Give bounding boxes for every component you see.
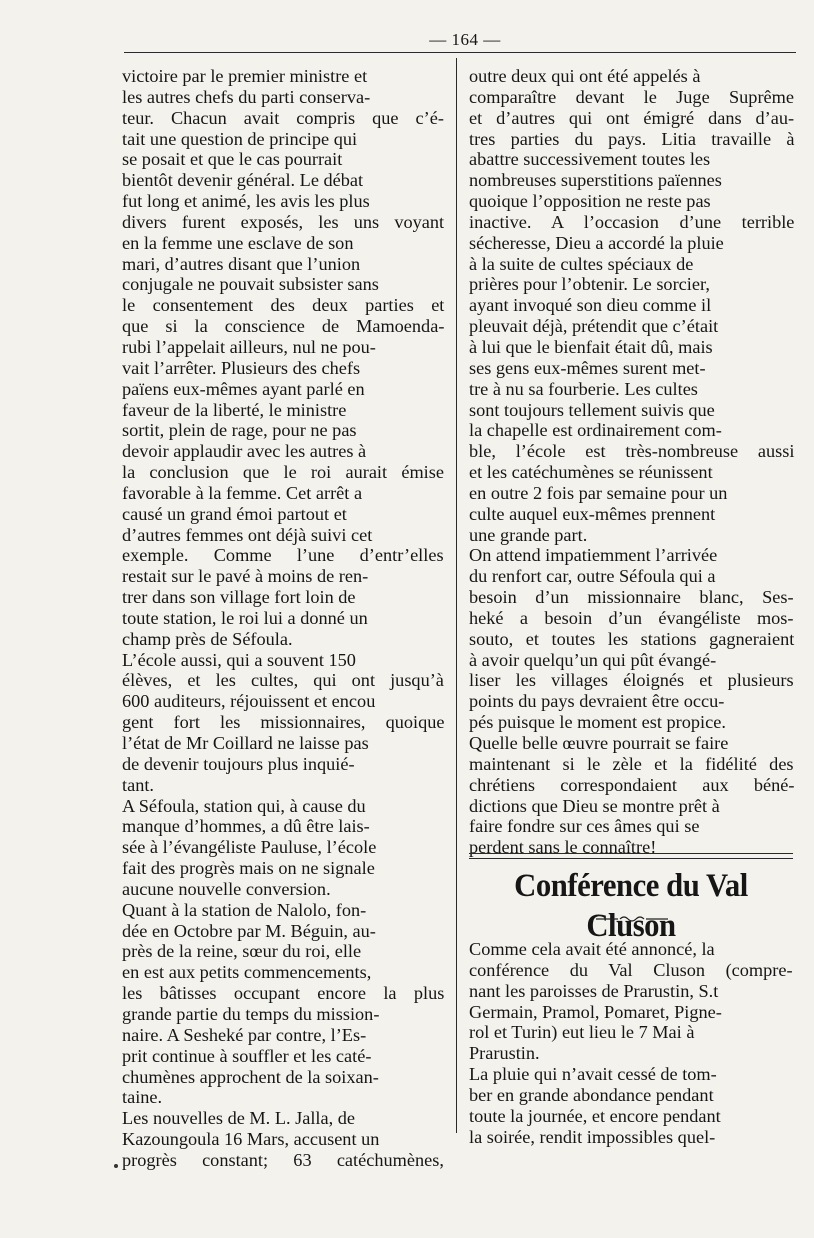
- page-number: — 164 —: [429, 30, 501, 49]
- text-line: grande partie du temps du mission-: [122, 1003, 380, 1024]
- text-line: en outre 2 fois par semaine pour un: [469, 482, 728, 503]
- text-line: à avoir quelqu’un qui pût évangé-: [469, 649, 717, 670]
- text-line: aucune nouvelle conversion.: [122, 878, 331, 899]
- text-line: manque d’hommes, a dû être lais-: [122, 816, 370, 837]
- text-line: rol et Turin) eut lieu le 7 Mai à: [469, 1022, 695, 1043]
- text-line: tant.: [122, 774, 154, 795]
- text-line: prit continue à souffler et les caté-: [122, 1045, 372, 1066]
- text-line: ayant invoqué son dieu comme il: [469, 295, 712, 316]
- text-line: culte auquel eux-mêmes prennent: [469, 503, 716, 524]
- text-line: pés puisque le moment est propice.: [469, 712, 726, 733]
- text-line: restait sur le pavé à moins de ren-: [122, 566, 369, 587]
- text-line: naire. A Sesheké par contre, l’Es-: [122, 1024, 367, 1045]
- text-line: 600 auditeurs, réjouissent et encou: [122, 691, 376, 712]
- text-line: en est aux petits commencements,: [122, 962, 372, 983]
- column-divider: [456, 58, 457, 1133]
- text-line: vait l’arrêter. Plusieurs des chefs: [122, 357, 361, 378]
- text-line: conjugale ne pouvait subsister sans: [122, 274, 379, 295]
- text-line: à la suite de cultes spéciaux de: [469, 253, 694, 274]
- text-line: favorable à la femme. Cet arrêt a: [122, 482, 363, 503]
- section-rule: [469, 853, 793, 859]
- text-line: sont toujours tellement suivis que: [469, 399, 715, 420]
- text-line: quoique l’opposition ne reste pas: [469, 191, 711, 212]
- text-line: la chapelle est ordinairement com-: [469, 420, 722, 441]
- text-line: la conclusion que le roi aurait émise: [122, 462, 444, 483]
- text-line: nombreuses superstitions païennes: [469, 170, 722, 191]
- text-line: conférence du Val Cluson (compre-: [469, 959, 793, 980]
- text-line: pleuvait déjà, prétendit que c’était: [469, 316, 719, 337]
- text-line: rubi l’appelait ailleurs, nul ne pou-: [122, 336, 376, 357]
- text-line: On attend impatiemment l’arrivée: [469, 545, 718, 566]
- text-line: causé un grand émoi partout et: [122, 503, 347, 524]
- text-line: A Séfoula, station qui, à cause du: [122, 795, 366, 816]
- text-line: à lui que le bienfait était dû, mais: [469, 336, 713, 357]
- text-line: toute station, le roi lui a donné un: [122, 607, 368, 628]
- text-line: abattre successivement toutes les: [469, 149, 711, 170]
- text-line: Prarustin.: [469, 1043, 540, 1064]
- left-column: [122, 66, 444, 1171]
- header-rule: [124, 52, 796, 53]
- text-line: sortit, plein de rage, pour ne pas: [122, 420, 357, 441]
- text-line: païens eux-mêmes ayant parlé en: [122, 378, 365, 399]
- text-line: les bâtisses occupant encore la plus: [122, 983, 445, 1004]
- text-line: perdent sans le connaître!: [469, 837, 657, 858]
- text-line: liser les villages éloignés et plusieurs: [469, 670, 794, 691]
- text-line: teur. Chacun avait compris que c’é-: [122, 107, 444, 128]
- text-line: sécheresse, Dieu a accordé la pluie: [469, 232, 724, 253]
- text-line: progrès constant; 63 catéchumènes,: [122, 1149, 444, 1170]
- text-line: Comme cela avait été annoncé, la: [469, 939, 715, 959]
- text-line: mari, d’autres disant que l’union: [122, 253, 361, 274]
- text-line: tre à nu sa fourberie. Les cultes: [469, 378, 698, 399]
- text-line: les autres chefs du parti conserva-: [122, 86, 371, 107]
- text-line: divers furent exposés, les uns voyant: [122, 211, 445, 232]
- text-line: besoin d’un missionnaire blanc, Ses-: [469, 587, 794, 608]
- text-line: prières pour l’obtenir. Le sorcier,: [469, 274, 710, 295]
- text-line: heké a besoin d’un évangéliste mos-: [469, 607, 794, 628]
- text-line: champ près de Séfoula.: [122, 628, 293, 649]
- right-column-after-title: [469, 939, 793, 1147]
- text-line: faveur de la liberté, le ministre: [122, 399, 347, 420]
- text-line: d’autres femmes ont déjà suivi cet: [122, 524, 373, 545]
- text-line: la soirée, rendit impossibles quel-: [469, 1126, 716, 1147]
- text-line: Quelle belle œuvre pourrait se faire: [469, 733, 729, 753]
- text-line: tres parties du pays. Litia travaille à: [469, 128, 795, 149]
- text-line: Quant à la station de Nalolo, fon-: [122, 899, 367, 920]
- text-line: le consentement des deux parties et: [122, 295, 445, 316]
- text-line: du renfort car, outre Séfoula qui a: [469, 566, 716, 587]
- text-line: de devenir toujours plus inquié-: [122, 753, 355, 774]
- text-line: se posait et que le cas pourrait: [122, 149, 343, 170]
- text-line: ber en grande abondance pendant: [469, 1084, 714, 1105]
- text-line: souto, et toutes les stations gagneraient: [469, 628, 795, 649]
- text-line: en la femme une esclave de son: [122, 232, 354, 253]
- text-line: sée à l’évangéliste Pauluse, l’école: [122, 837, 377, 858]
- text-line: près de la reine, sœur du roi, elle: [122, 941, 362, 962]
- text-line: tait une question de principe qui: [122, 128, 358, 149]
- text-line: comparaître devant le Juge Suprême: [469, 86, 794, 107]
- text-line: dictions que Dieu se montre prêt à: [469, 795, 720, 816]
- text-line: points du pays devraient être occu-: [469, 691, 725, 712]
- text-line: devoir applaudir avec les autres à: [122, 441, 367, 462]
- text-line: taine.: [122, 1087, 163, 1108]
- text-line: élèves, et les cultes, qui ont jusqu’à: [122, 670, 444, 691]
- text-line: toute la journée, et encore pendant: [469, 1105, 721, 1126]
- text-line: exemple. Comme l’une d’entr’elles: [122, 545, 444, 566]
- text-line: fut long et animé, les avis les plus: [122, 191, 370, 212]
- text-line: ses gens eux-mêmes surent met-: [469, 357, 706, 378]
- ornament-divider: [596, 914, 668, 924]
- text-line: et les catéchumènes se réunissent: [469, 462, 713, 483]
- text-line: outre deux qui ont été appelés à: [469, 66, 701, 86]
- text-line: gent fort les missionnaires, quoique: [122, 712, 445, 733]
- ink-speck: [114, 1164, 118, 1168]
- section-title: Conférence du Val Cluson: [514, 868, 748, 944]
- text-line: chumènes approchent de la soixan-: [122, 1066, 379, 1087]
- text-line: que si la conscience de Mamoenda-: [122, 316, 445, 337]
- text-line: Kazoungoula 16 Mars, accusent un: [122, 1129, 380, 1150]
- text-line: chrétiens correspondaient aux béné-: [469, 774, 795, 795]
- text-line: l’état de Mr Coillard ne laisse pas: [122, 733, 369, 753]
- text-line: et d’autres qui ont émigré dans d’au-: [469, 107, 795, 128]
- right-column: [469, 66, 794, 858]
- text-line: dée en Octobre par M. Béguin, au-: [122, 920, 376, 941]
- text-line: bientôt devenir général. Le débat: [122, 170, 364, 191]
- text-line: trer dans son village fort loin de: [122, 587, 356, 608]
- text-line: faire fondre sur ces âmes qui se: [469, 816, 700, 837]
- text-line: ble, l’école est très-nombreuse aussi: [469, 441, 795, 462]
- text-line: Germain, Pramol, Pomaret, Pigne-: [469, 1001, 722, 1022]
- text-line: Les nouvelles de M. L. Jalla, de: [122, 1108, 356, 1129]
- text-line: L’école aussi, qui a souvent 150: [122, 649, 356, 670]
- text-line: victoire par le premier ministre et: [122, 66, 368, 86]
- text-line: une grande part.: [469, 524, 588, 545]
- text-line: fait des progrès mais on ne signale: [122, 858, 375, 879]
- text-line: maintenant si le zèle et la fidélité des: [469, 753, 794, 774]
- text-line: nant les paroisses de Prarustin, S.t: [469, 980, 719, 1001]
- text-line: inactive. A l’occasion d’une terrible: [469, 211, 795, 232]
- text-line: La pluie qui n’avait cessé de tom-: [469, 1064, 717, 1085]
